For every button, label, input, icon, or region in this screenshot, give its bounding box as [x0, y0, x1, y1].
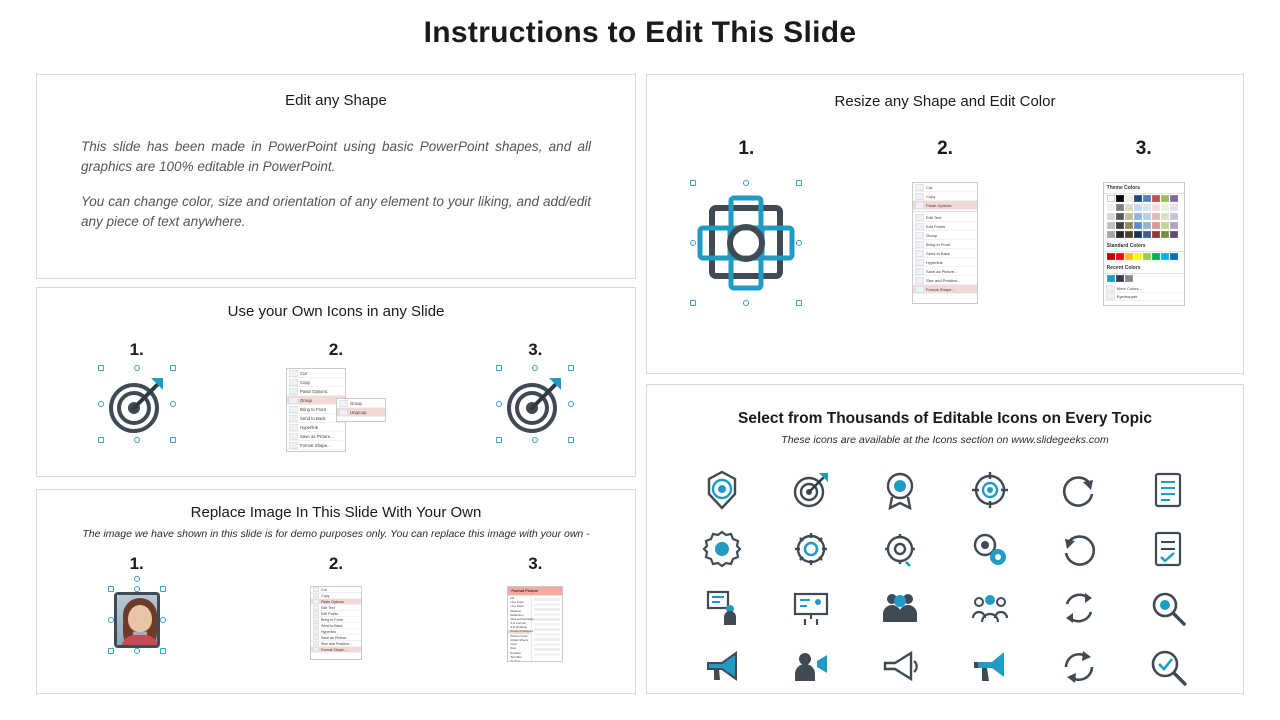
sync-arrows-icon[interactable]: [1059, 588, 1099, 628]
gear-settings-icon[interactable]: [702, 529, 742, 569]
eyedropper-item: Eyedropper: [1104, 293, 1184, 301]
step-number: 3.: [1135, 138, 1152, 159]
selected-photo-with-handles: [108, 586, 166, 654]
dialog-item: Reflection: [510, 612, 524, 617]
format-picture-dialog-screenshot: [507, 586, 563, 662]
panel-resize-and-color: [646, 74, 1244, 374]
checklist-document-icon[interactable]: [1148, 529, 1188, 569]
menu-item: Bring to Front: [913, 240, 977, 249]
dialog-item: Fill: [510, 596, 515, 601]
resize-step-3: [1044, 138, 1243, 306]
target-crosshair-icon[interactable]: [702, 470, 742, 510]
step-number: 1.: [129, 554, 144, 573]
dialog-item: 3-D Rotation: [510, 625, 528, 630]
document-list-icon[interactable]: [1148, 470, 1188, 510]
selected-target-icon-with-handles: [101, 368, 173, 440]
panel-title-own-icons: Use your Own Icons in any Slide: [227, 303, 445, 320]
resize-step-2: [846, 138, 1045, 306]
gear-cog-icon[interactable]: [791, 529, 831, 569]
step-number: 1.: [129, 340, 144, 359]
step-number: 3.: [528, 340, 543, 359]
dialog-item: Line Style: [510, 604, 524, 609]
panel-title-icon-library: Select from Thousands of Editable Icons on Every Topic: [738, 410, 1152, 427]
menu-item: Copy: [287, 378, 345, 387]
own-icons-step-2: [236, 340, 435, 452]
context-menu-screenshot: [310, 586, 362, 660]
selected-shape-with-handles: [692, 182, 800, 304]
group-submenu-screenshot: [336, 398, 386, 422]
palette-recent-row: [1104, 274, 1184, 283]
palette-standard-title: Standard Colors: [1104, 241, 1184, 252]
rotate-arrow-icon[interactable]: [1059, 529, 1099, 569]
menu-item: Paste Options:: [913, 201, 977, 210]
menu-item: Group: [913, 231, 977, 240]
dialog-item: Artistic Effects: [510, 637, 528, 642]
menu-item: Paste Options:: [311, 599, 361, 605]
megaphone-announce-icon[interactable]: [702, 647, 742, 687]
panel-replace-image: [36, 489, 636, 694]
panel-title-resize: Resize any Shape and Edit Color: [834, 93, 1056, 110]
dialog-item: Glow and Soft Edges: [510, 617, 535, 621]
palette-standard-row: [1104, 252, 1184, 261]
bullhorn-icon[interactable]: [970, 647, 1010, 687]
menu-item: Save as Picture...: [311, 635, 361, 641]
panel-title-replace-image: Replace Image In This Slide With Your Own: [190, 504, 482, 521]
palette-theme-row: [1104, 194, 1184, 203]
page-title: Instructions to Edit This Slide: [423, 16, 857, 49]
dialog-item: Crop: [510, 642, 517, 647]
menu-item: Bring to Front: [287, 405, 345, 414]
dialog-item: Picture Corrections: [510, 630, 534, 634]
dialog-item: Picture Color: [510, 633, 528, 638]
person-speaking-icon[interactable]: [791, 647, 831, 687]
more-colors-item: More Colors...: [1104, 285, 1184, 293]
menu-item-format-shape: Format Shape...: [311, 647, 361, 653]
crosshair-scope-icon[interactable]: [970, 470, 1010, 510]
color-palette-screenshot: [1103, 182, 1185, 306]
menu-item: Format Shape...: [287, 441, 345, 450]
dialog-item: Size: [510, 646, 517, 651]
dialog-title: Format Picture: [508, 587, 562, 596]
presenter-person-icon[interactable]: [702, 588, 742, 628]
submenu-item-ungroup: Ungroup: [337, 408, 385, 417]
menu-item: Paste Options:: [287, 387, 345, 396]
menu-item: Save as Picture...: [913, 267, 977, 276]
loudspeaker-icon[interactable]: [880, 647, 920, 687]
dialog-item: Text Box: [510, 654, 522, 659]
team-users-icon[interactable]: [970, 588, 1010, 628]
replace-image-step-1: [37, 554, 236, 662]
edit-shape-paragraph-2: You can change color, size and orientation of any element to your liking, and add/edit any piece of text anywhere.: [81, 194, 591, 229]
panel-title-edit-shape: Edit any Shape: [285, 92, 387, 109]
menu-item: Cut: [913, 183, 977, 192]
edit-shape-paragraph-1: This slide has been made in PowerPoint using basic PowerPoint shapes, and all graphics are 100% editable in PowerPoint.: [81, 139, 591, 174]
search-check-icon[interactable]: [1148, 647, 1188, 687]
target-arrow-icon: [101, 368, 173, 440]
step-number: 3.: [528, 554, 543, 573]
panel-use-own-icons: [36, 287, 636, 477]
menu-item: Size and Position...: [311, 641, 361, 647]
frame-circle-shape-icon: [692, 182, 800, 304]
gear-outline-icon[interactable]: [880, 529, 920, 569]
dialog-item: Line Color: [510, 600, 524, 605]
replace-image-subtitle: The image we have shown in this slide is for demo purposes only. You can replace this image with your own -: [82, 528, 590, 540]
group-people-icon[interactable]: [880, 588, 920, 628]
palette-recent-title: Recent Colors: [1104, 263, 1184, 274]
target-arrow-icon: [499, 368, 571, 440]
menu-item: Edit Points: [913, 222, 977, 231]
panel-icon-library: [646, 384, 1244, 694]
resize-step-1: [647, 138, 846, 306]
target-trophy-icon[interactable]: [880, 470, 920, 510]
step-number: 1.: [738, 138, 755, 159]
icon-library-subtitle: These icons are available at the Icons section on www.slidegeeks.com: [781, 434, 1109, 446]
own-icons-step-1: [37, 340, 236, 452]
menu-item: Send to Back: [913, 249, 977, 258]
menu-item: Edit Text: [311, 605, 361, 611]
refresh-arrow-icon[interactable]: [1059, 470, 1099, 510]
board-presentation-icon[interactable]: [791, 588, 831, 628]
step-number: 2.: [328, 554, 344, 573]
menu-item: Cut: [287, 369, 345, 378]
menu-item: Edit Text: [913, 213, 977, 222]
menu-item: Hyperlink: [287, 423, 345, 432]
own-icons-step-3: [436, 340, 635, 452]
target-arrow-icon[interactable]: [791, 470, 831, 510]
dialog-item: Position: [510, 650, 521, 655]
icon-grid: [677, 460, 1213, 696]
menu-item-format-shape: Format Shape...: [913, 285, 977, 294]
menu-item: Copy: [311, 593, 361, 599]
magnifier-search-icon[interactable]: [1148, 588, 1188, 628]
gear-dual-icon[interactable]: [970, 529, 1010, 569]
menu-item: Bring to Front: [311, 617, 361, 623]
menu-item: Send to Back: [311, 623, 361, 629]
menu-item: Edit Points: [311, 611, 361, 617]
menu-item: Send to Back: [287, 414, 345, 423]
step-number: 2.: [937, 138, 953, 159]
menu-item: Size and Position...: [913, 276, 977, 285]
menu-item: Hyperlink: [311, 629, 361, 635]
palette-theme-title: Theme Colors: [1104, 183, 1184, 194]
replace-image-step-2: [236, 554, 435, 662]
menu-item: Copy: [913, 192, 977, 201]
dialog-item: Shadow: [510, 608, 522, 613]
menu-item-group: Group: [287, 396, 345, 405]
ungrouped-target-icon-with-handles: [499, 368, 571, 440]
avatar: [117, 595, 160, 648]
menu-item: Hyperlink: [913, 258, 977, 267]
context-menu-screenshot: [912, 182, 978, 304]
menu-item: Save as Picture...: [287, 432, 345, 441]
step-number: 2.: [328, 340, 344, 359]
panel-edit-any-shape: [36, 74, 636, 279]
dialog-item: 3-D Format: [510, 621, 526, 626]
photo-frame: [114, 592, 160, 648]
circular-arrows-icon[interactable]: [1059, 647, 1099, 687]
menu-item: Cut: [311, 587, 361, 593]
replace-image-step-3: [436, 554, 635, 662]
dialog-item: Alt Text: [510, 658, 521, 662]
submenu-item: Group: [337, 399, 385, 408]
